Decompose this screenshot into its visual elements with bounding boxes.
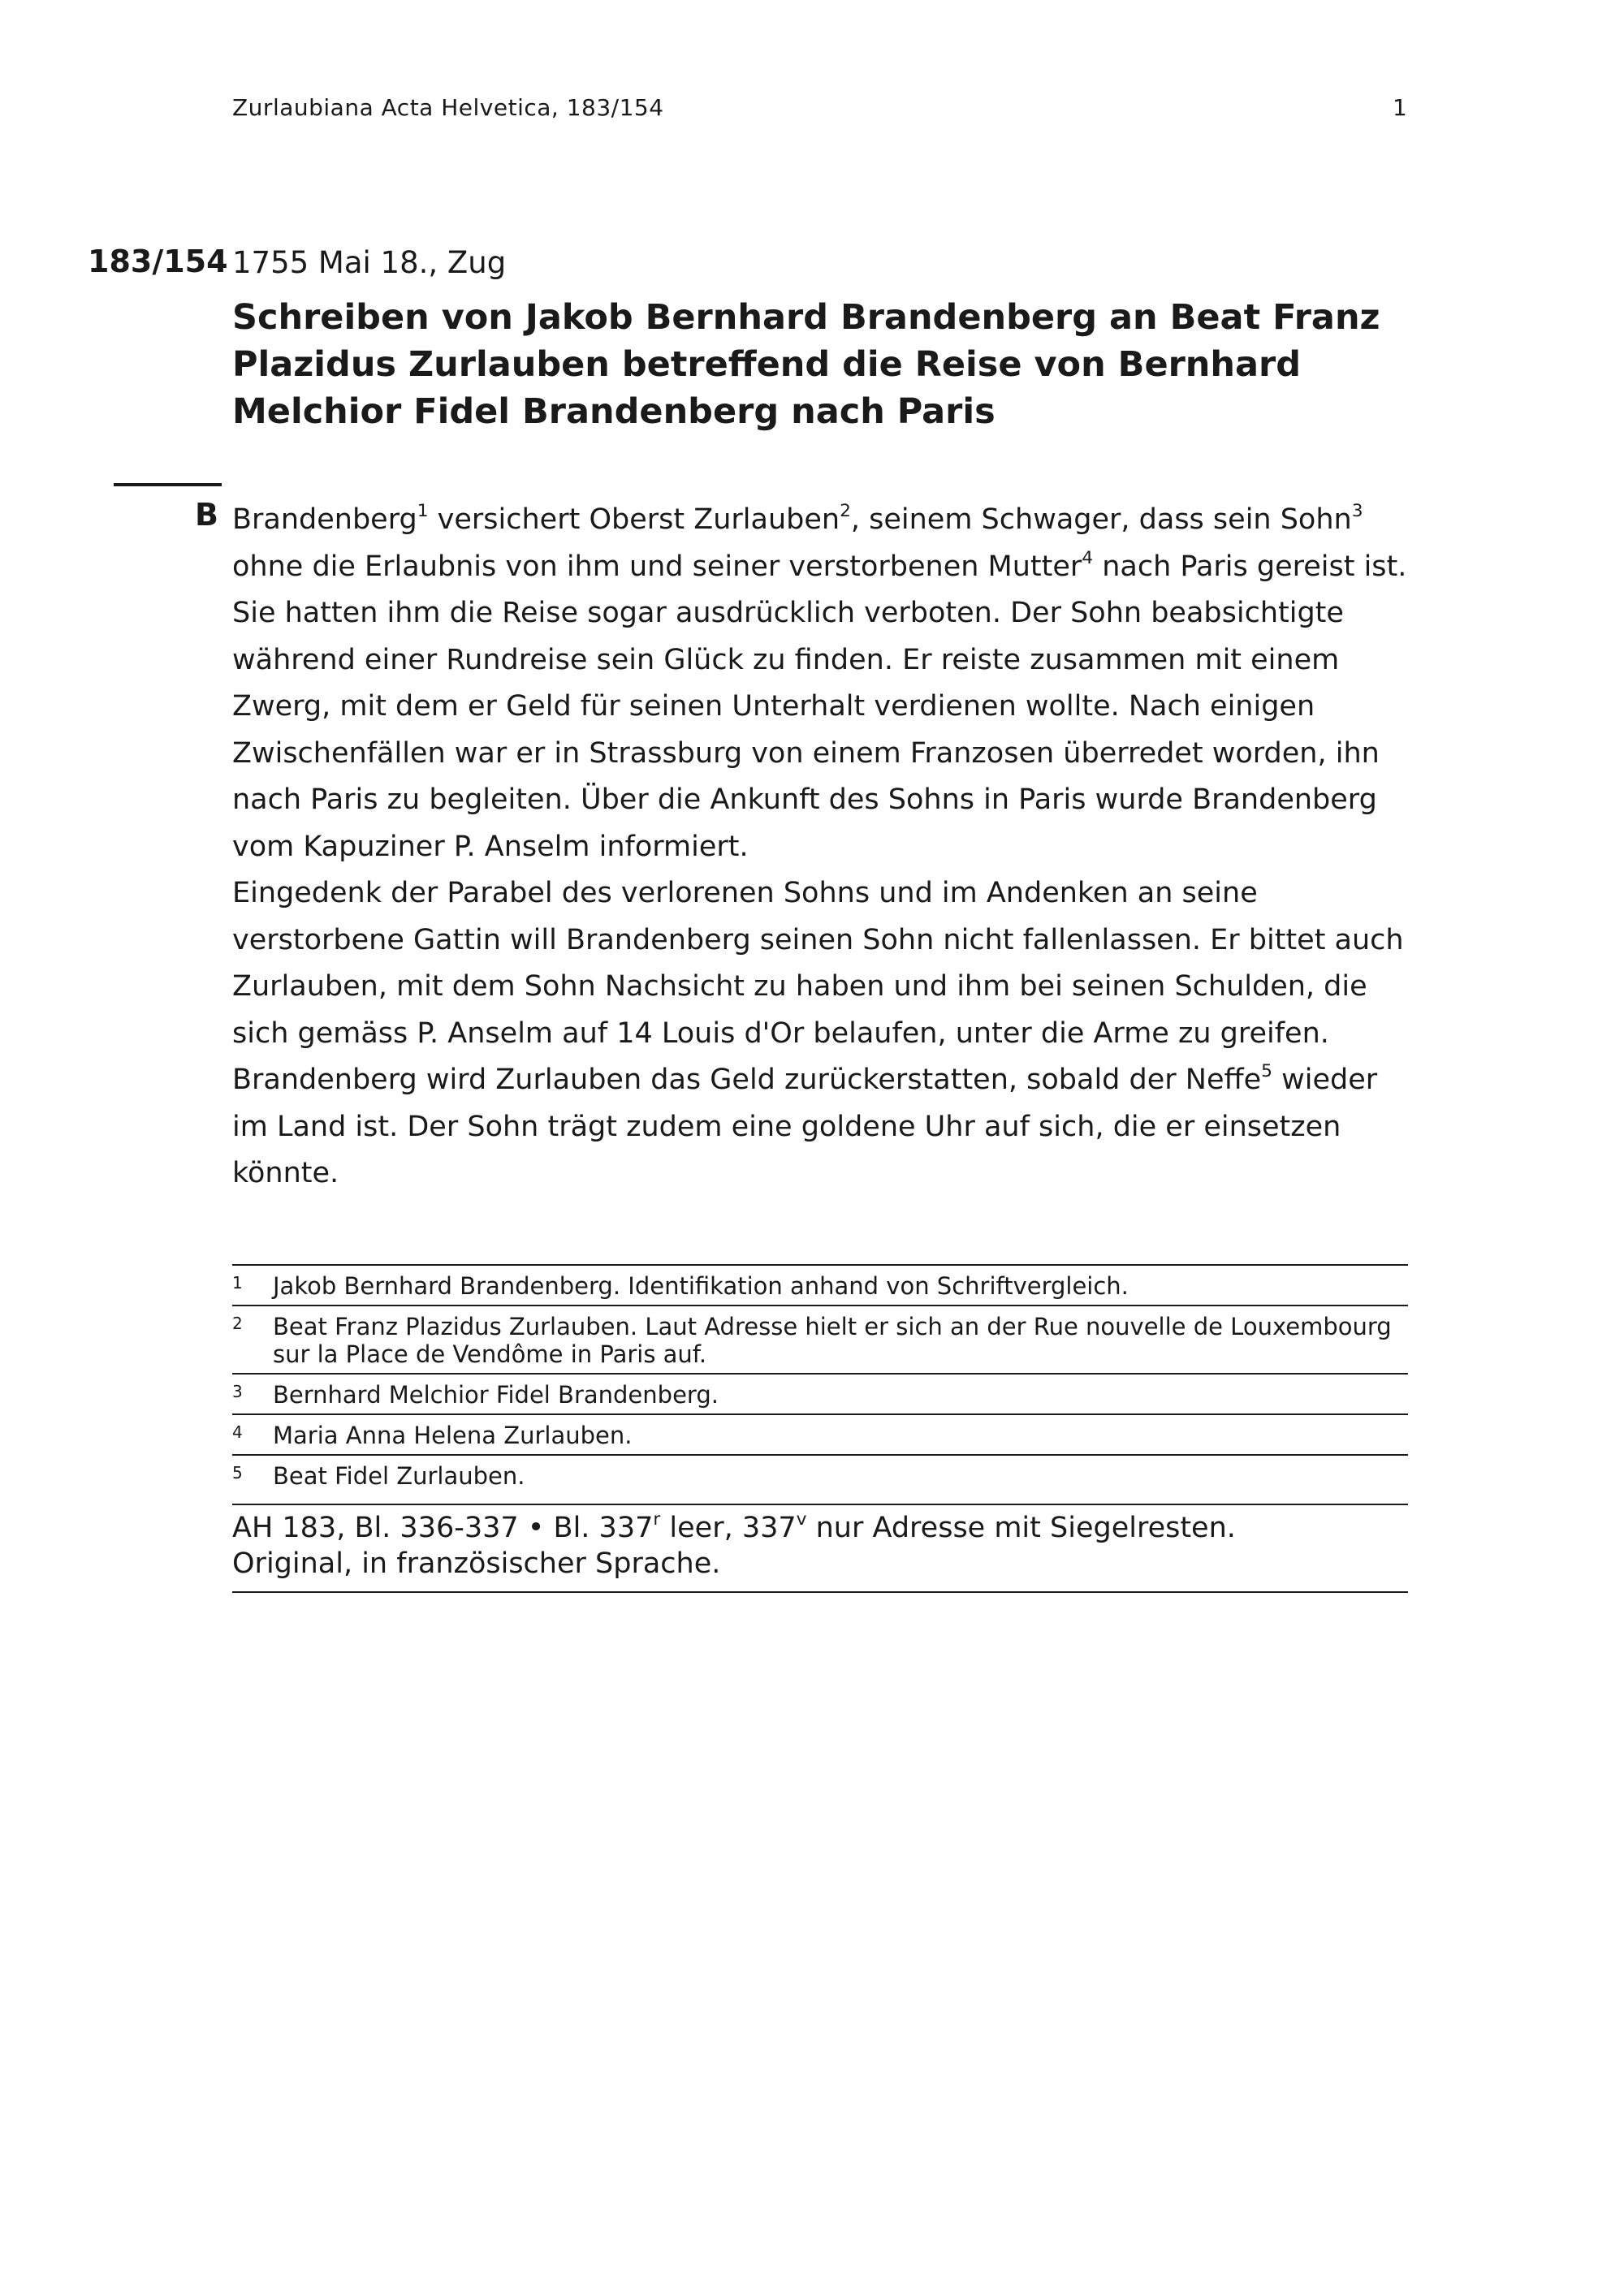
- summary-paragraph: [232, 870, 1410, 1198]
- source-line-2: Original, in französischer Sprache.: [232, 1547, 721, 1580]
- entry-number: 183/154: [88, 244, 228, 279]
- footnote-text: Jakob Bernhard Brandenberg. Identifikation anhand von Schriftvergleich.: [273, 1272, 1129, 1300]
- footnote-item: [232, 1305, 1408, 1373]
- summary-segment: , seinem Schwager, dass sein Sohn: [850, 503, 1352, 536]
- footnote-ref[interactable]: 4: [1082, 547, 1094, 568]
- footnote-text: Bernhard Melchior Fidel Brandenberg.: [273, 1381, 719, 1409]
- footnote-marker: 1: [232, 1273, 243, 1293]
- footnote-item: [232, 1413, 1408, 1454]
- verso-marker: v: [796, 1508, 807, 1530]
- summary-segment: nach Paris gereist ist. Sie hatten ihm die Reise sogar ausdrücklich verboten. Der Sohn beabsichtigte während einer Rundreise sein Glück zu finden. Er reiste zusammen mit einem Zwerg, mit dem er Geld für seinen Unterhalt verdienen wollte. Nach einigen Zwischenfällen war er in Strassburg von einem Franzosen überredet worden, ihn nach Paris zu begleiten. Über die Ankunft des Sohns in Paris wurde Brandenberg vom Kapuziner P. Anselm informiert.: [232, 550, 1407, 863]
- footnote-ref[interactable]: 1: [417, 500, 429, 521]
- footnote-item: [232, 1373, 1408, 1413]
- footnotes-list: [232, 1264, 1408, 1495]
- footnote-item: [232, 1264, 1408, 1305]
- source-segment: nur Adresse mit Siegelresten.: [806, 1512, 1236, 1544]
- entry-title: Schreiben von Jakob Bernhard Brandenberg an Beat Franz Plazidus Zurlauben betreffend die Reise von Bernhard Melchior Fidel Brandenberg nach Paris: [232, 297, 1380, 432]
- summary-segment: wieder im Land ist. Der Sohn trägt zudem eine goldene Uhr auf sich, die er einsetzen könnte.: [232, 1064, 1378, 1189]
- footnote-ref[interactable]: 3: [1351, 500, 1363, 521]
- source-segment: AH 183, Bl. 336-337 • Bl. 337: [232, 1512, 654, 1544]
- summary-text: [232, 497, 1410, 1198]
- page-number: 1: [1393, 94, 1407, 121]
- summary-segment: ohne die Erlaubnis von ihm und seiner verstorbenen Mutter: [232, 550, 1082, 583]
- summary-segment: versichert Oberst Zurlauben: [428, 503, 840, 536]
- footnote-ref[interactable]: 5: [1261, 1060, 1272, 1081]
- footnote-text: Beat Franz Plazidus Zurlauben. Laut Adresse hielt er sich an der Rue nouvelle de Louxembourg sur la Place de Vendôme in Paris auf.: [273, 1313, 1392, 1368]
- running-title: Zurlaubiana Acta Helvetica, 183/154: [232, 94, 664, 121]
- footnote-marker: 3: [232, 1382, 243, 1401]
- section-marker: B: [195, 497, 218, 533]
- footnote-text: Maria Anna Helena Zurlauben.: [273, 1422, 633, 1449]
- section-divider: [114, 483, 222, 486]
- footnote-text: Beat Fidel Zurlauben.: [273, 1462, 525, 1490]
- summary-segment: Eingedenk der Parabel des verlorenen Sohns und im Andenken an seine verstorbene Gattin will Brandenberg seinen Sohn nicht fallenlassen. Er bittet auch Zurlauben, mit dem Sohn Nachsicht zu haben und ihm bei seinen Schulden, die sich gemäss P. Anselm auf 14 Louis d'Or belaufen, unter die Arme zu greifen. Brandenberg wird Zurlauben das Geld zurückerstatten, sobald der Neffe: [232, 877, 1404, 1096]
- entry-date-place: 1755 Mai 18., Zug: [232, 245, 507, 280]
- source-segment: leer, 337: [660, 1512, 797, 1544]
- footnote-marker: 2: [232, 1314, 243, 1333]
- footnote-marker: 4: [232, 1422, 243, 1442]
- footnote-marker: 5: [232, 1463, 243, 1482]
- footnote-ref[interactable]: 2: [840, 500, 851, 521]
- recto-marker: r: [653, 1508, 661, 1530]
- summary-paragraph: [232, 497, 1410, 870]
- source-citation: [232, 1504, 1408, 1593]
- footnote-item: [232, 1454, 1408, 1495]
- summary-segment: Brandenberg: [232, 503, 417, 536]
- source-line-1: [232, 1510, 1408, 1546]
